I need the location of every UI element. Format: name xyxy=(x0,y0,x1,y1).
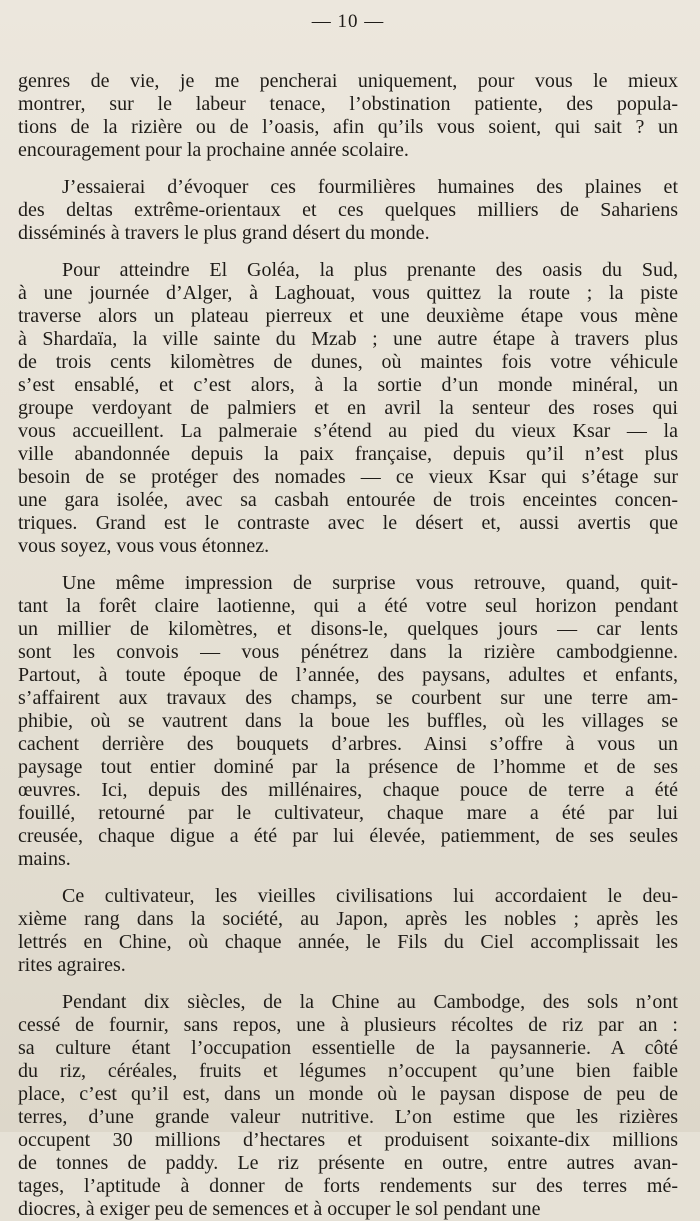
text-line: traverse alors un plateau pierreux et une deuxième étape vous mène xyxy=(18,305,678,327)
paragraph-gap xyxy=(18,871,678,885)
text-line: sa culture étant l’occupation essentielle de la paysannerie. A côté xyxy=(18,1037,678,1059)
text-line: un millier de kilomètres, et disons-le, quelques jours — car lents xyxy=(18,618,678,640)
text-line: du riz, céréales, fruits et légumes n’occupent qu’une bien faible xyxy=(18,1060,678,1082)
paragraph-gap xyxy=(18,558,678,572)
paragraph-gap xyxy=(18,245,678,259)
text-line: s’affairent aux travaux des champs, se courbent sur une terre am- xyxy=(18,687,678,709)
paragraph xyxy=(18,70,678,162)
text-line: Pendant dix siècles, de la Chine au Cambodge, des sols n’ont xyxy=(62,991,678,1013)
paragraph xyxy=(18,991,678,1221)
text-line: creusée, chaque digue a été par lui élevée, patiemment, de ses seules xyxy=(18,825,678,847)
text-line: rites agraires. xyxy=(18,954,126,976)
paragraph xyxy=(18,176,678,245)
text-line: Une même impression de surprise vous retrouve, quand, quit- xyxy=(62,572,678,594)
text-line: des deltas extrême-orientaux et ces quelques milliers de Sahariens xyxy=(18,199,678,221)
text-line: œuvres. Ici, depuis des millénaires, chaque pouce de terre a été xyxy=(18,779,678,801)
page-body xyxy=(18,70,678,1221)
text-line: Pour atteindre El Goléa, la plus prenante des oasis du Sud, xyxy=(62,259,678,281)
text-line: disséminés à travers le plus grand désert du monde. xyxy=(18,222,430,244)
text-line: mains. xyxy=(18,848,71,870)
text-line: fouillé, retourné par le cultivateur, chaque mare a été par lui xyxy=(18,802,678,824)
text-line: une gara isolée, avec sa casbah entourée de trois enceintes concen- xyxy=(18,489,678,511)
text-line: vous accueillent. La palmeraie s’étend au pied du vieux Ksar — la xyxy=(18,420,678,442)
text-line: groupe verdoyant de palmiers et en avril la senteur des roses qui xyxy=(18,397,678,419)
text-line: diocres, à exiger peu de semences et à occuper le sol pendant une xyxy=(18,1198,541,1220)
text-line: J’essaierai d’évoquer ces fourmilières humaines des plaines et xyxy=(62,176,678,198)
text-line: occupent 30 millions d’hectares et produisent soixante-dix millions xyxy=(18,1129,678,1151)
text-line: Partout, à toute époque de l’année, des paysans, adultes et enfants, xyxy=(18,664,678,686)
text-line: genres de vie, je me pencherai uniquement, pour vous le mieux xyxy=(18,70,678,92)
text-line: encouragement pour la prochaine année scolaire. xyxy=(18,139,409,161)
text-line: terres, d’une grande valeur nutritive. L’on estime que les rizières xyxy=(18,1106,678,1128)
paragraph xyxy=(18,572,678,871)
text-line: cachent derrière des bouquets d’arbres. Ainsi s’offre à vous un xyxy=(18,733,678,755)
text-line: cessé de fournir, sans repos, une à plusieurs récoltes de riz par an : xyxy=(18,1014,678,1036)
text-line: sont les convois — vous pénétrez dans la rizière cambodgienne. xyxy=(18,641,678,663)
text-line: vous soyez, vous vous étonnez. xyxy=(18,535,270,557)
text-line: paysage tout entier dominé par la présence de l’homme et de ses xyxy=(18,756,678,778)
text-line: montrer, sur le labeur tenace, l’obstination patiente, des popula- xyxy=(18,93,678,115)
paragraph xyxy=(18,259,678,558)
text-line: ville abandonnée depuis la paix française, depuis qu’il n’est plus xyxy=(18,443,678,465)
text-line: phibie, où se vautrent dans la boue les buffles, où les villages se xyxy=(18,710,678,732)
page-number: — 10 — xyxy=(311,11,385,32)
paragraph-gap xyxy=(18,162,678,176)
text-line: lettrés en Chine, où chaque année, le Fils du Ciel accomplissait les xyxy=(18,931,678,953)
paragraph-gap xyxy=(18,977,678,991)
text-line: besoin de se protéger des nomades — ce vieux Ksar qui s’étage sur xyxy=(18,466,678,488)
text-line: à une journée d’Alger, à Laghouat, vous quittez la route ; la piste xyxy=(18,282,678,304)
text-line: à Shardaïa, la ville sainte du Mzab ; une autre étape à travers plus xyxy=(18,328,678,350)
text-line: tant la forêt claire laotienne, qui a été votre seul horizon pendant xyxy=(18,595,678,617)
paragraph xyxy=(18,885,678,977)
text-line: place, c’est qu’il est, dans un monde où le paysan dispose de peu de xyxy=(18,1083,678,1105)
text-line: tions de la rizière ou de l’oasis, afin qu’ils vous soient, qui sait ? un xyxy=(18,116,678,138)
text-line: xième rang dans la société, au Japon, après les nobles ; après les xyxy=(18,908,678,930)
text-line: de tonnes de paddy. Le riz présente en outre, entre autres avan- xyxy=(18,1152,678,1174)
text-line: de trois cents kilomètres de dunes, où maintes fois votre véhicule xyxy=(18,351,678,373)
text-line: triques. Grand est le contraste avec le désert et, aussi avertis que xyxy=(18,512,678,534)
text-line: tages, l’aptitude à donner de forts rendements sur des terres mé- xyxy=(18,1175,678,1197)
text-line: Ce cultivateur, les vieilles civilisations lui accordaient le deu- xyxy=(62,885,678,907)
text-line: s’est ensablé, et c’est alors, à la sortie d’un monde minéral, un xyxy=(18,374,678,396)
